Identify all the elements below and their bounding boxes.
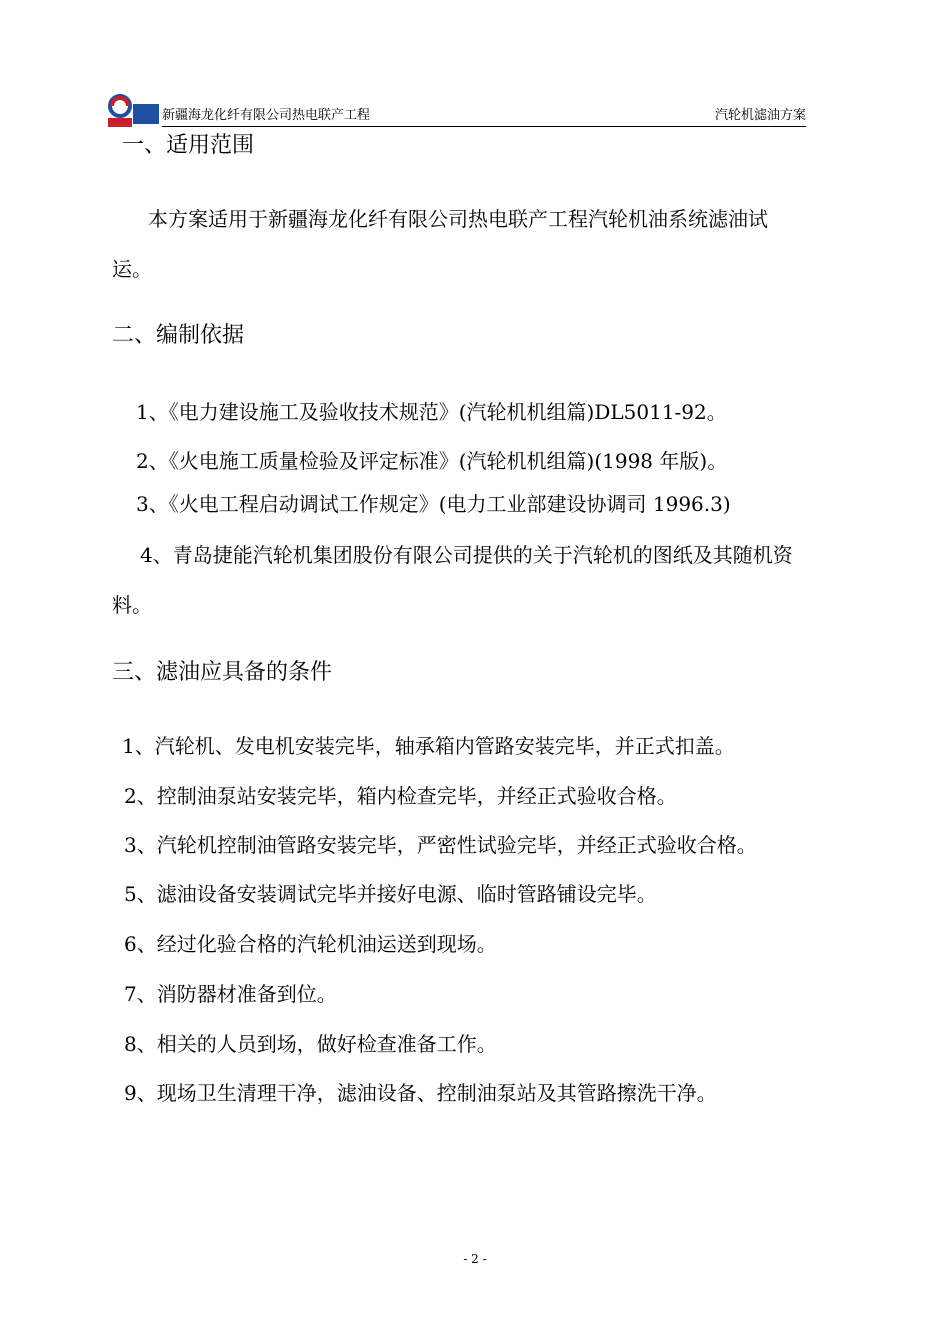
condition-item-1: 1、汽轮机、发电机安装完毕，轴承箱内管路安装完毕，并正式扣盖。 <box>122 734 735 758</box>
condition-item-8: 8、相关的人员到场，做好检查准备工作。 <box>124 1032 497 1056</box>
condition-item-7: 7、消防器材准备到位。 <box>124 982 337 1006</box>
page-header <box>106 92 806 128</box>
section-1-paragraph-line-2: 运。 <box>112 257 152 281</box>
basis-item-2: 2、《火电施工质量检验及评定标准》(汽轮机机组篇)(1998 年版)。 <box>136 449 728 473</box>
section-1-title: 一、适用范围 <box>122 133 255 158</box>
header-rule <box>162 126 806 127</box>
condition-item-2: 2、控制油泵站安装完毕，箱内检查完毕，并经正式验收合格。 <box>124 784 677 808</box>
header-project-name: 新疆海龙化纤有限公司热电联产工程 <box>162 108 371 123</box>
section-1-paragraph-line-1: 本方案适用于新疆海龙化纤有限公司热电联产工程汽轮机油系统滤油试 <box>148 207 768 231</box>
basis-item-3: 3、《火电工程启动调试工作规定》(电力工业部建设协调司 1996.3) <box>136 492 731 516</box>
condition-item-5: 5、滤油设备安装调试完毕并接好电源、临时管路铺设完毕。 <box>124 882 657 906</box>
condition-item-3: 3、汽轮机控制油管路安装完毕，严密性试验完毕，并经正式验收合格。 <box>124 833 757 857</box>
basis-item-4: 4、青岛捷能汽轮机集团股份有限公司提供的关于汽轮机的图纸及其随机资 <box>140 543 793 567</box>
condition-item-6: 6、经过化验合格的汽轮机油运送到现场。 <box>124 932 497 956</box>
condition-item-9: 9、现场卫生清理干净，滤油设备、控制油泵站及其管路擦洗干净。 <box>124 1081 717 1105</box>
header-document-title: 汽轮机滤油方案 <box>714 108 806 123</box>
basis-item-1: 1、《电力建设施工及验收技术规范》(汽轮机机组篇)DL5011-92。 <box>136 400 727 424</box>
page-number: - 2 - <box>463 1252 487 1266</box>
section-2-title: 二、编制依据 <box>112 323 245 348</box>
section-3-title: 三、滤油应具备的条件 <box>112 660 333 685</box>
company-logo <box>106 92 160 128</box>
basis-item-4-continued: 料。 <box>112 593 152 617</box>
